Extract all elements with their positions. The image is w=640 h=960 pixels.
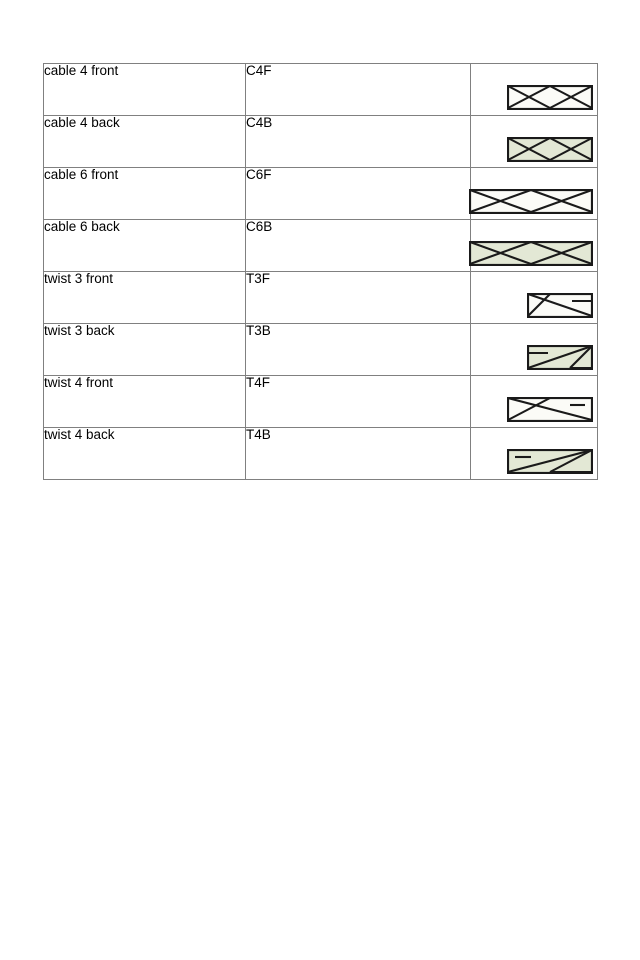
cable-6-back-symbol [469, 241, 593, 266]
cable-4-back-symbol [507, 137, 593, 162]
stitch-symbol-cell [471, 324, 598, 376]
table-row [44, 64, 598, 116]
stitch-abbreviation-cell: T3B [246, 324, 471, 376]
stitch-name-cell: cable 4 front [44, 64, 246, 116]
stitch-abbreviation-cell: T3F [246, 272, 471, 324]
cable-symbol-table [43, 63, 598, 480]
table-row [44, 116, 598, 168]
stitch-abbreviation-cell: C4F [246, 64, 471, 116]
table-row [44, 272, 598, 324]
twist-4-front-symbol [507, 397, 593, 422]
stitch-symbol-cell [471, 428, 598, 480]
stitch-symbol-cell [471, 168, 598, 220]
table-row [44, 428, 598, 480]
table-body [44, 64, 598, 480]
stitch-abbreviation-cell: T4F [246, 376, 471, 428]
stitch-abbreviation-cell: T4B [246, 428, 471, 480]
stitch-symbol-cell [471, 376, 598, 428]
stitch-abbreviation-cell: C6F [246, 168, 471, 220]
stitch-name-cell: twist 4 back [44, 428, 246, 480]
stitch-name-cell: twist 3 front [44, 272, 246, 324]
stitch-name-cell: cable 4 back [44, 116, 246, 168]
stitch-symbol-cell [471, 64, 598, 116]
stitch-name-cell: twist 4 front [44, 376, 246, 428]
stitch-abbreviation-cell: C6B [246, 220, 471, 272]
stitch-name-cell: twist 3 back [44, 324, 246, 376]
table-row [44, 376, 598, 428]
stitch-symbol-cell [471, 272, 598, 324]
twist-4-back-symbol [507, 449, 593, 474]
table-row [44, 168, 598, 220]
cable-6-front-symbol [469, 189, 593, 214]
table-row [44, 220, 598, 272]
twist-3-front-symbol [527, 293, 593, 318]
twist-3-back-symbol [527, 345, 593, 370]
stitch-abbreviation-cell: C4B [246, 116, 471, 168]
stitch-symbol-cell [471, 220, 598, 272]
stitch-symbol-cell [471, 116, 598, 168]
stitch-name-cell: cable 6 back [44, 220, 246, 272]
cable-4-front-symbol [507, 85, 593, 110]
table-row [44, 324, 598, 376]
stitch-name-cell: cable 6 front [44, 168, 246, 220]
